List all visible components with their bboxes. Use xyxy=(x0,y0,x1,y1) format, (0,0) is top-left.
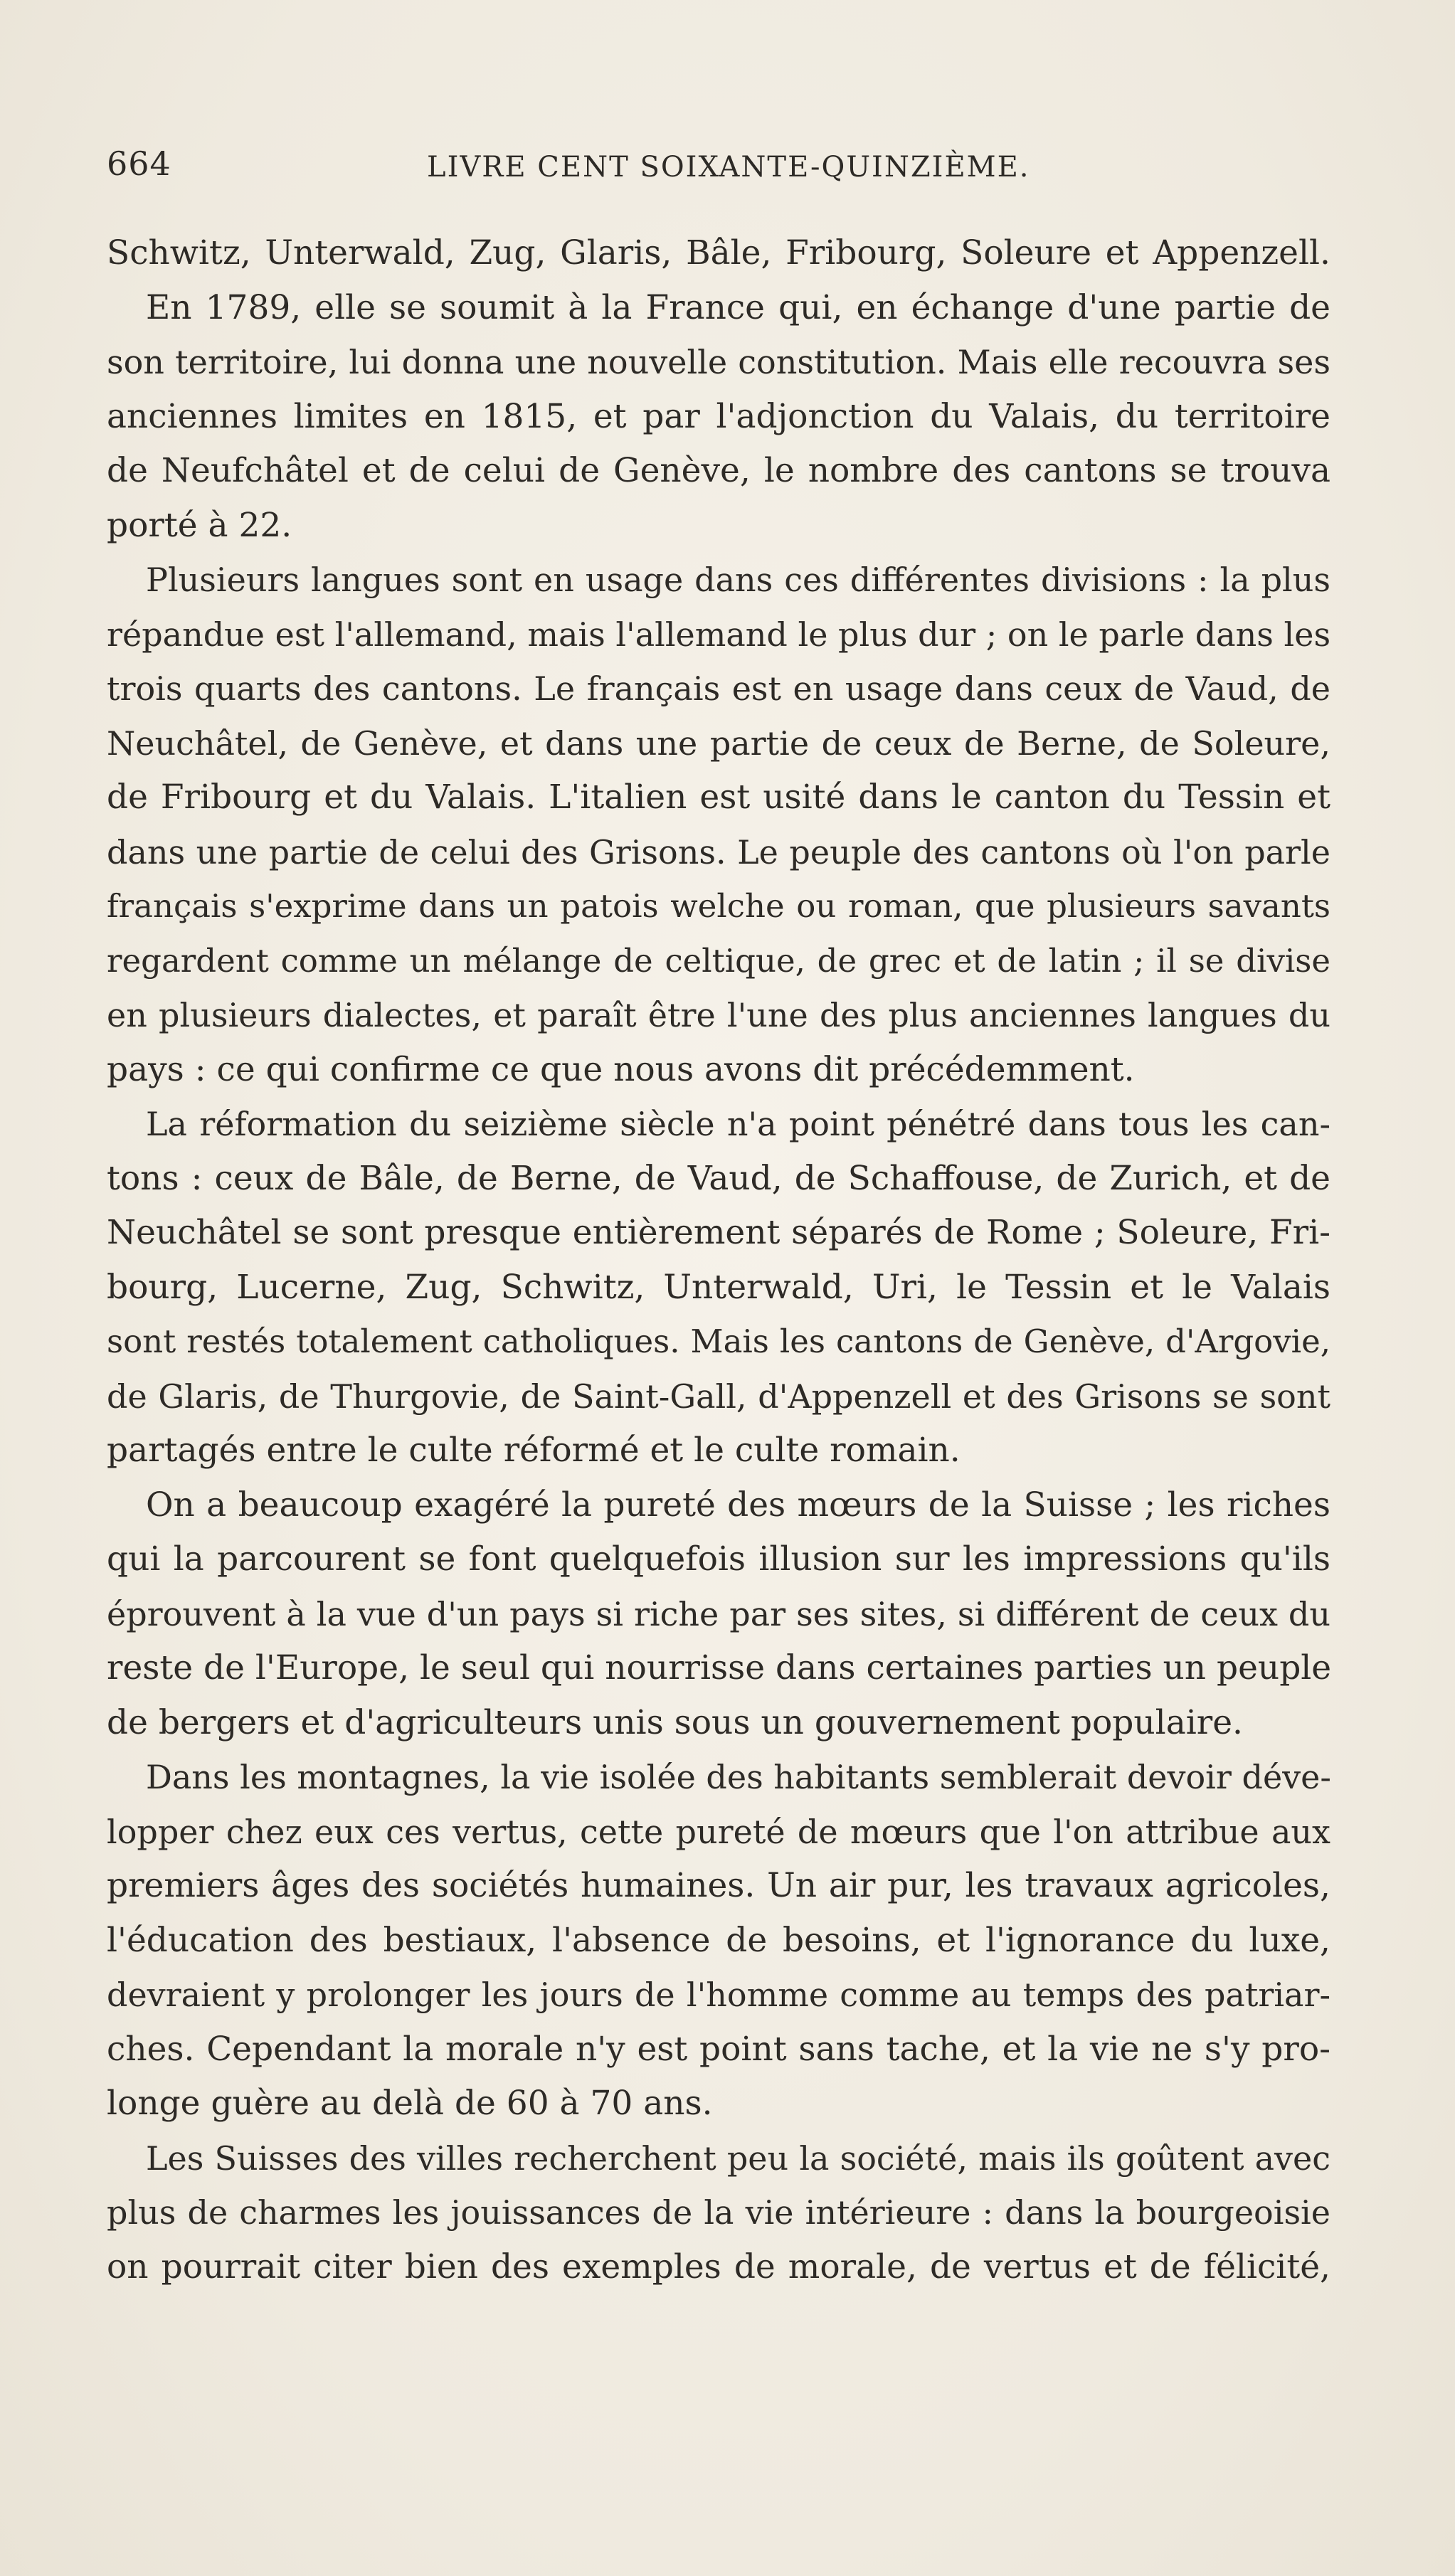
text-line: l'éducation des bestiaux, l'absence de besoins, et l'ignorance du luxe, xyxy=(107,1920,1330,1960)
text-line: La réformation du seizième siècle n'a point pénétré dans tous les can- xyxy=(146,1105,1330,1143)
text-line: en plusieurs dialectes, et paraît être l'une des plus anciennes langues du xyxy=(107,996,1330,1034)
text-line: répandue est l'allemand, mais l'allemand le plus dur ; on le parle dans les xyxy=(107,615,1331,654)
text-line: de Neufchâtel et de celui de Genève, le nombre des cantons se trouva xyxy=(107,451,1330,490)
running-head: LIVRE CENT SOIXANTE-QUINZIÈME. xyxy=(427,151,1030,184)
text-line: bourg, Lucerne, Zug, Schwitz, Unterwald, Uri, le Tessin et le Valais xyxy=(107,1267,1330,1307)
text-line: pays : ce qui confirme ce que nous avons dit précédemment. xyxy=(107,1049,1135,1089)
text-line: En 1789, elle se soumit à la France qui, en échange d'une partie de xyxy=(146,287,1330,327)
text-line: éprouvent à la vue d'un pays si riche par ses sites, si différent de ceux du xyxy=(107,1594,1330,1633)
text-line: plus de charmes les jouissances de la vie intérieure : dans la bourgeoisie xyxy=(107,2193,1330,2232)
text-line: anciennes limites en 1815, et par l'adjonction du Valais, du territoire xyxy=(107,396,1330,436)
body-text xyxy=(107,226,1330,2294)
text-line: longe guère au delà de 60 à 70 ans. xyxy=(107,2084,713,2123)
text-line: Schwitz, Unterwald, Zug, Glaris, Bâle, Fribourg, Soleure et Appenzell. xyxy=(107,233,1330,272)
text-line: dans une partie de celui des Grisons. Le peuple des cantons où l'on parle xyxy=(107,832,1330,871)
text-line: Neuchâtel se sont presque entièrement séparés de Rome ; Soleure, Fri- xyxy=(107,1213,1330,1252)
text-line: Plusieurs langues sont en usage dans ces différentes divisions : la plus xyxy=(146,561,1330,599)
text-line: partagés entre le culte réformé et le culte romain. xyxy=(107,1431,961,1470)
text-line: devraient y prolonger les jours de l'homme comme au temps des patriar- xyxy=(107,1976,1330,2014)
text-line: regardent comme un mélange de celtique, de grec et de latin ; il se divise xyxy=(107,941,1330,980)
text-line: de Fribourg et du Valais. L'italien est usité dans le canton du Tessin et xyxy=(107,778,1330,817)
text-line: Dans les montagnes, la vie isolée des habitants semblerait devoir déve- xyxy=(146,1758,1331,1796)
text-line: de bergers et d'agriculteurs unis sous un gouvernement populaire. xyxy=(107,1702,1243,1742)
text-line: de Glaris, de Thurgovie, de Saint-Gall, d'Appenzell et des Grisons se sont xyxy=(107,1377,1330,1416)
text-line: trois quarts des cantons. Le français est en usage dans ceux de Vaud, de xyxy=(107,669,1330,708)
text-line: Neuchâtel, de Genève, et dans une partie de ceux de Berne, de Soleure, xyxy=(107,723,1330,763)
text-line: Les Suisses des villes recherchent peu la société, mais ils goûtent avec xyxy=(146,2138,1330,2178)
text-line: premiers âges des sociétés humaines. Un air pur, les travaux agricoles, xyxy=(107,1866,1330,1905)
text-line: sont restés totalement catholiques. Mais les cantons de Genève, d'Argovie, xyxy=(107,1323,1330,1360)
text-line: français s'exprime dans un patois welche ou roman, que plusieurs savants xyxy=(107,887,1330,925)
text-line: porté à 22. xyxy=(107,505,292,545)
page-number: 664 xyxy=(107,144,171,183)
text-line: tons : ceux de Bâle, de Berne, de Vaud, de Schaffouse, de Zurich, et de xyxy=(107,1158,1330,1198)
text-line: lopper chez eux ces vertus, cette pureté de mœurs que l'on attribue aux xyxy=(107,1812,1330,1851)
text-line: on pourrait citer bien des exemples de morale, de vertus et de félicité, xyxy=(107,2247,1330,2286)
text-line: ches. Cependant la morale n'y est point sans tache, et la vie ne s'y pro- xyxy=(107,2029,1330,2069)
text-line: son territoire, lui donna une nouvelle constitution. Mais elle recouvra ses xyxy=(107,343,1330,381)
text-line: reste de l'Europe, le seul qui nourrisse dans certaines parties un peuple xyxy=(107,1648,1332,1687)
text-line: qui la parcourent se font quelquefois illusion sur les impressions qu'ils xyxy=(107,1539,1330,1579)
text-line: On a beaucoup exagéré la pureté des mœurs de la Suisse ; les riches xyxy=(146,1485,1330,1525)
